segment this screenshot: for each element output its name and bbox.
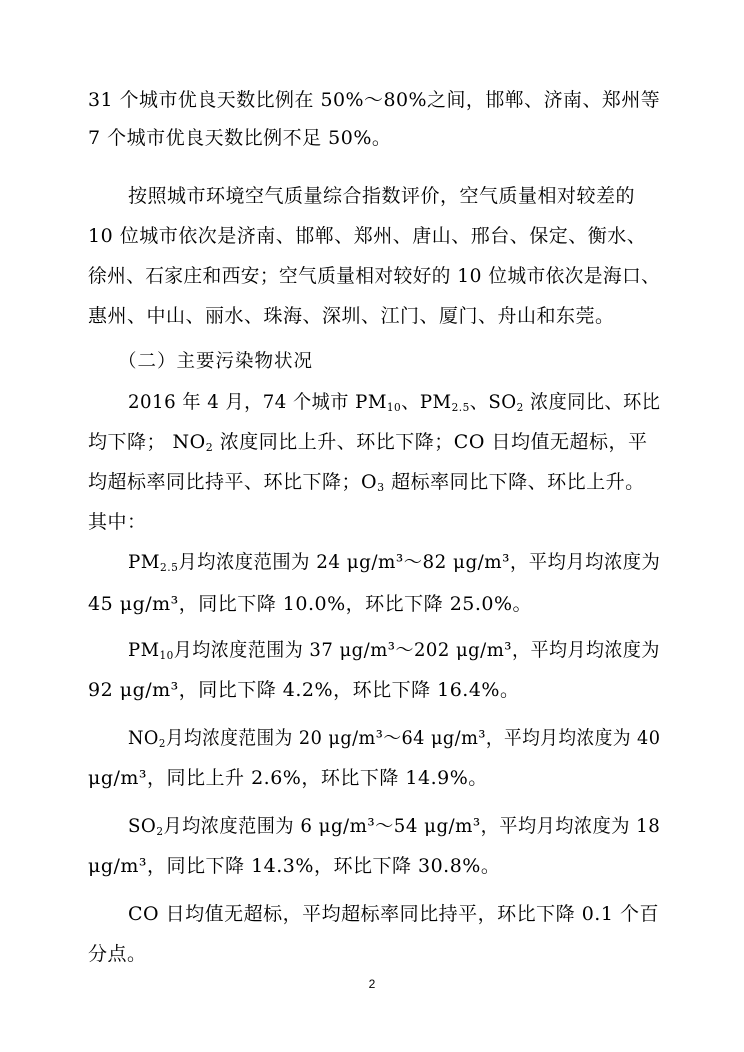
so2-line-1 bbox=[128, 814, 660, 838]
pm10-sub: 10 bbox=[159, 649, 174, 662]
no2-sub: 2 bbox=[158, 737, 166, 750]
overview-line-3-part-a: 均超标率同比持平、环比下降；O bbox=[88, 471, 378, 493]
city-ranking-line-1: 按照城市环境空气质量综合指数评价，空气质量相对较差的 bbox=[128, 185, 636, 207]
overview-line-2-sub: 2 bbox=[205, 441, 214, 454]
overview-line-3-part-b: 超标率同比下降、环比上升。 bbox=[384, 471, 645, 493]
city-ranking-line-3: 徐州、石家庄和西安；空气质量相对较好的 10 位城市依次是海口、 bbox=[88, 265, 661, 287]
overview-line-1-part-c: 、SO bbox=[469, 391, 517, 413]
pm25-line-1-rest: 月均浓度范围为 24 μg/m³～82 μg/m³，平均月均浓度为 bbox=[178, 551, 661, 573]
pm10-line-2: 92 μg/m³，同比下降 4.2%，环比下降 16.4%。 bbox=[88, 679, 520, 701]
overview-line-2-part-b: 浓度同比上升、环比下降；CO 日均值无超标，平 bbox=[213, 431, 648, 453]
pm25-name: PM bbox=[128, 551, 161, 573]
city-ranking-line-4: 惠州、中山、丽水、珠海、深圳、江门、厦门、舟山和东莞。 bbox=[88, 305, 615, 327]
so2-line-1-rest: 月均浓度范围为 6 μg/m³～54 μg/m³，平均月均浓度为 18 bbox=[163, 815, 661, 837]
overview-line-2 bbox=[88, 430, 647, 454]
co-line-1: CO 日均值无超标，平均超标率同比持平，环比下降 0.1 个百 bbox=[128, 903, 659, 925]
co-line-2: 分点。 bbox=[88, 943, 147, 965]
overview-line-3-sub: 3 bbox=[377, 481, 385, 494]
overview-line-4: 其中： bbox=[88, 511, 147, 533]
overview-line-1-sub-c: 2 bbox=[516, 401, 524, 414]
pm25-sub: 2.5 bbox=[160, 561, 179, 574]
pm25-line-2: 45 μg/m³，同比下降 10.0%，环比下降 25.0%。 bbox=[88, 593, 533, 615]
excellent-days-line-1: 31 个城市优良天数比例在 50%～80%之间，邯郸、济南、郑州等 bbox=[88, 89, 661, 111]
overview-line-1-sub-b: 2.5 bbox=[451, 401, 470, 414]
overview-line-1-part-a: 2016 年 4 月，74 个城市 PM bbox=[128, 391, 387, 413]
pm10-name: PM bbox=[128, 639, 160, 661]
overview-line-3 bbox=[88, 470, 645, 494]
no2-line-1 bbox=[128, 726, 660, 750]
pm25-line-1 bbox=[128, 550, 660, 574]
so2-line-2: μg/m³，同比下降 14.3%，环比下降 30.8%。 bbox=[88, 855, 501, 877]
section-heading: （二）主要污染物状况 bbox=[118, 351, 314, 372]
overview-line-2-part-a: 均下降； NO bbox=[88, 431, 206, 453]
no2-name: NO bbox=[128, 727, 159, 749]
overview-line-1 bbox=[128, 390, 660, 414]
page-number: 2 bbox=[368, 977, 376, 991]
overview-line-1-sub-a: 10 bbox=[386, 401, 402, 414]
no2-line-2: μg/m³，同比上升 2.6%，环比下降 14.9%。 bbox=[88, 767, 488, 789]
overview-line-1-part-b: 、PM bbox=[401, 391, 452, 413]
so2-name: SO bbox=[128, 815, 157, 837]
city-ranking-line-2: 10 位城市依次是济南、邯郸、郑州、唐山、邢台、保定、衡水、 bbox=[88, 225, 647, 247]
pm10-line-1-rest: 月均浓度范围为 37 μg/m³～202 μg/m³，平均月均浓度为 bbox=[173, 639, 660, 661]
no2-line-1-rest: 月均浓度范围为 20 μg/m³～64 μg/m³，平均月均浓度为 40 bbox=[165, 727, 661, 749]
pm10-line-1 bbox=[128, 638, 660, 662]
excellent-days-line-2: 7 个城市优良天数比例不足 50%。 bbox=[88, 127, 392, 149]
overview-line-1-part-d: 浓度同比、环比 bbox=[523, 391, 661, 413]
so2-sub: 2 bbox=[156, 825, 164, 838]
